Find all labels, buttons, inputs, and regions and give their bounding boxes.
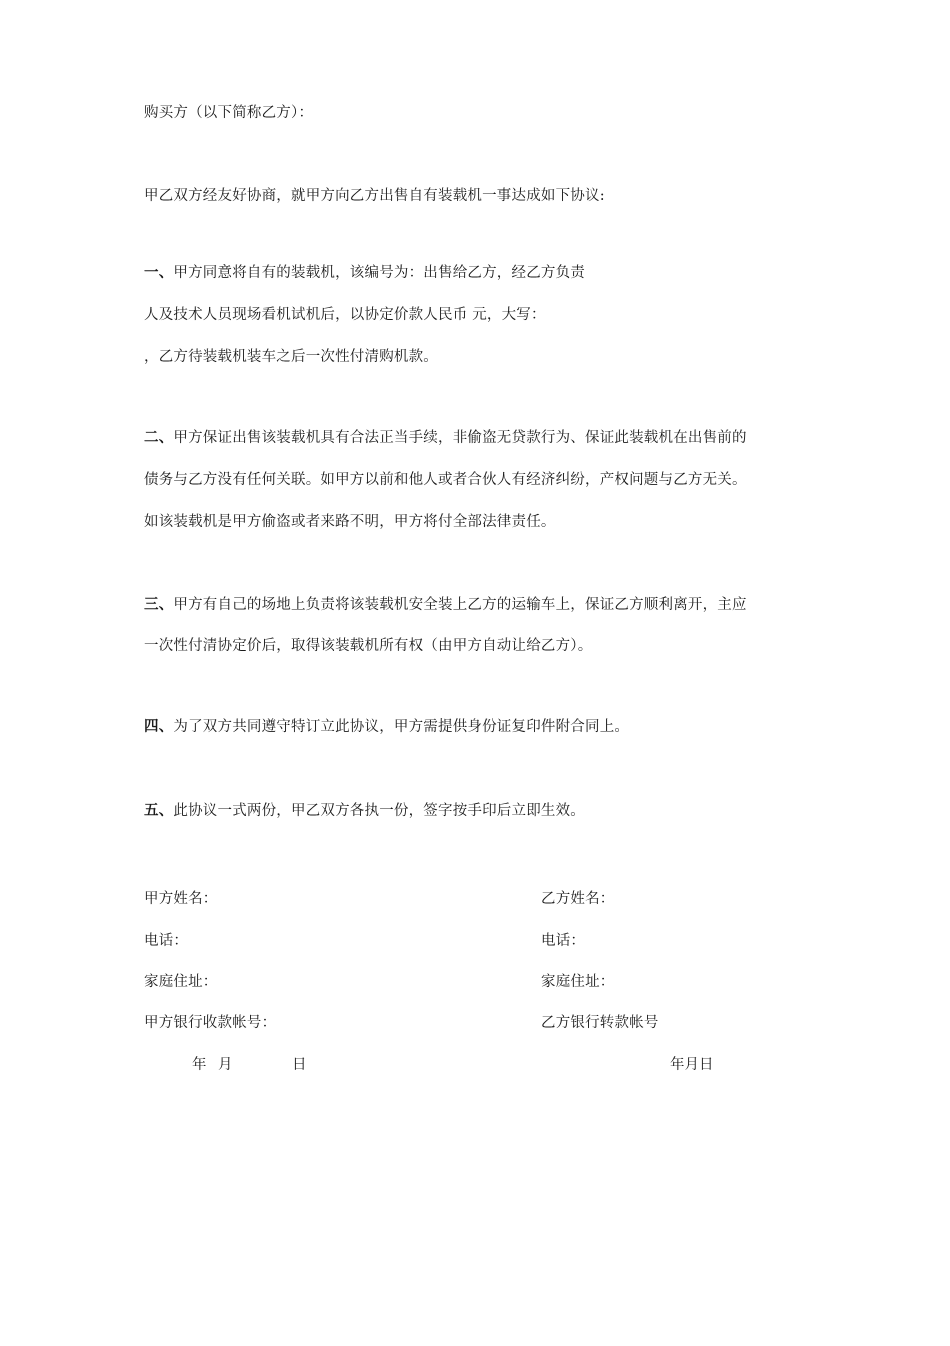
clause-1-line-3: ，乙方待装载机装车之后一次性付清购机款。 bbox=[144, 349, 438, 365]
clause-5-line-1 bbox=[144, 801, 585, 821]
clause-3-text-1: 甲方有自己的场地上负责将该装载机安全装上乙方的运输车上，保证乙方顺利离开，主应 bbox=[173, 597, 747, 613]
party-a-bank-label: 甲方银行收款帐号： bbox=[144, 1015, 277, 1031]
clause-4-line-1 bbox=[144, 717, 629, 737]
clause-2-line-1 bbox=[144, 428, 747, 448]
clause-5-number: 五、 bbox=[144, 802, 174, 819]
intro-paragraph: 甲乙双方经友好协商，就甲方向乙方出售自有装载机一事达成如下协议: bbox=[144, 188, 605, 204]
clause-4-number: 四、 bbox=[144, 718, 174, 735]
clause-3-number: 三、 bbox=[144, 596, 174, 613]
clause-1-number: 一、 bbox=[144, 264, 174, 281]
party-a-date-year: 年 bbox=[192, 1057, 207, 1073]
party-b-bank-label: 乙方银行转款帐号 bbox=[541, 1015, 659, 1031]
party-a-name-label: 甲方姓名： bbox=[144, 891, 218, 907]
party-b-address-label: 家庭住址： bbox=[541, 974, 615, 990]
clause-2-number: 二、 bbox=[144, 429, 174, 446]
party-a-date-month: 月 bbox=[218, 1057, 233, 1073]
party-a-phone-label: 电话： bbox=[144, 933, 189, 949]
party-b-phone-label: 电话： bbox=[541, 933, 586, 949]
clause-5-text-1: 此协议一式两份，甲乙双方各执一份，签字按手印后立即生效。 bbox=[173, 803, 586, 819]
clause-1-line-2: 人及技术人员现场看机试机后，以协定价款人民币 元，大写： bbox=[144, 307, 546, 323]
clause-2-text-1: 甲方保证出售该装载机具有合法正当手续，非偷盗无贷款行为、保证此装载机在出售前的 bbox=[173, 430, 747, 446]
party-b-date: 年月日 bbox=[670, 1057, 714, 1073]
party-a-date-day: 日 bbox=[292, 1057, 307, 1073]
clause-4-text-1: 为了双方共同遵守特订立此协议，甲方需提供身份证复印件附合同上。 bbox=[173, 719, 630, 735]
buyer-line: 购买方（以下简称乙方）： bbox=[144, 105, 314, 121]
clause-3-line-2: 一次性付清协定价后，取得该装载机所有权（由甲方自动让给乙方）。 bbox=[144, 638, 593, 654]
clause-1-line-1 bbox=[144, 263, 585, 283]
party-b-name-label: 乙方姓名： bbox=[541, 891, 615, 907]
clause-1-text-1: 甲方同意将自有的装载机，该编号为：出售给乙方，经乙方负责 bbox=[173, 265, 586, 281]
clause-3-line-1 bbox=[144, 595, 747, 615]
clause-2-line-3: 如该装载机是甲方偷盗或者来路不明，甲方将付全部法律责任。 bbox=[144, 514, 556, 530]
party-a-address-label: 家庭住址： bbox=[144, 974, 218, 990]
clause-2-line-2: 债务与乙方没有任何关联。如甲方以前和他人或者合伙人有经济纠纷，产权问题与乙方无关。 bbox=[144, 472, 747, 488]
